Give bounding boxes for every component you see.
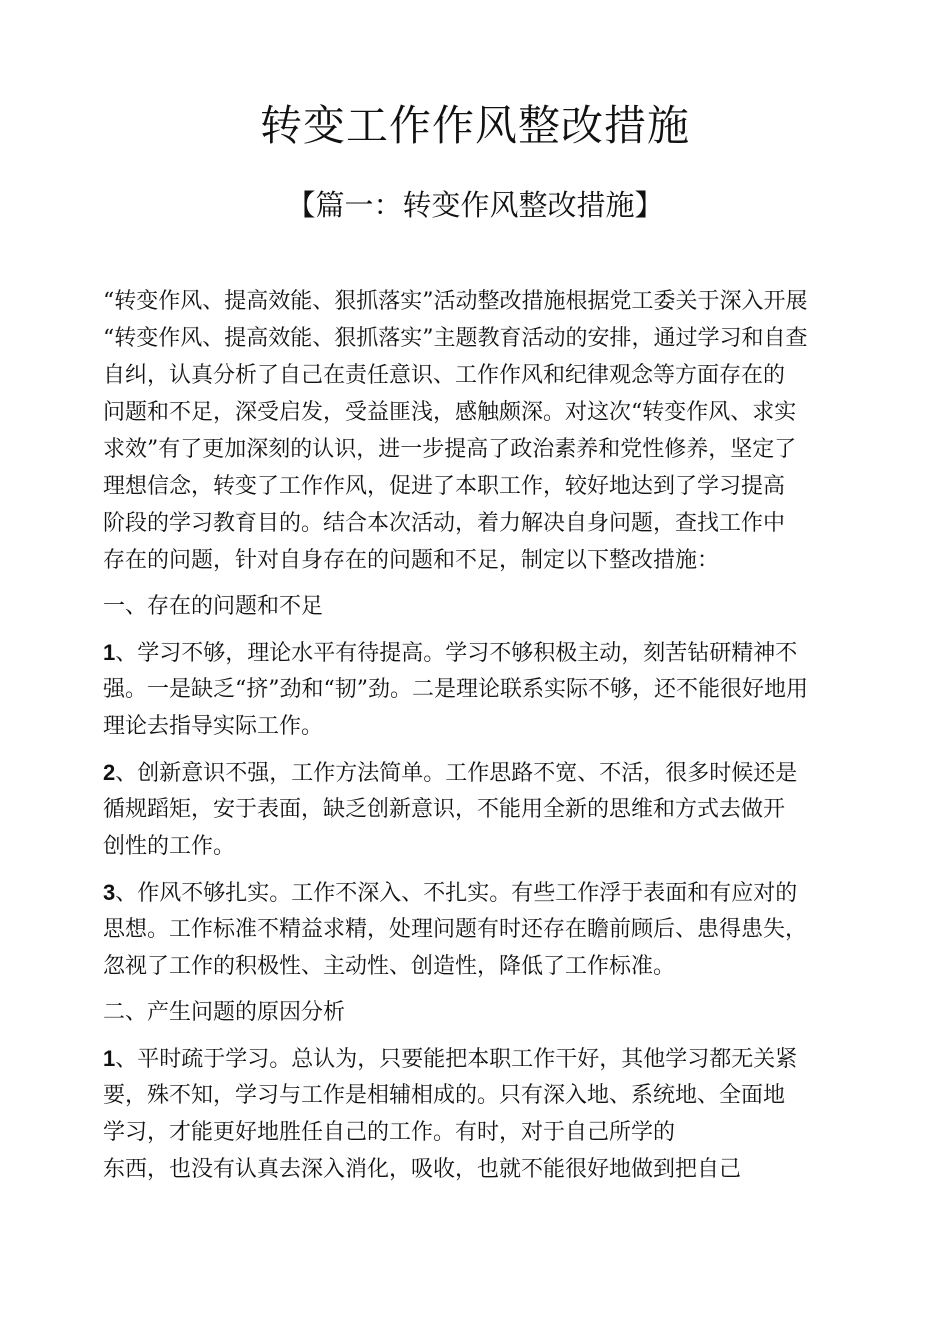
- item-line: 创性的工作。: [103, 834, 236, 859]
- item-text: 、学习不够，理论水平有待提高。学习不够积极主动，刻苦钻研精神不: [115, 641, 798, 666]
- intro-paragraph: [103, 283, 845, 579]
- item-text: 、创新意识不强，工作方法简单。工作思路不宽、不活，很多时候还是: [115, 761, 798, 786]
- document-body: [103, 283, 845, 1188]
- problem-item-2: [103, 754, 845, 865]
- intro-line: 阶段的学习教育目的。结合本次活动，着力解决自身问题，查找工作中: [103, 511, 786, 536]
- intro-line: 存在的问题，针对自身存在的问题和不足，制定以下整改措施：: [103, 548, 720, 573]
- item-line: 要，殊不知，学习与工作是相辅相成的。只有深入地、系统地、全面地: [103, 1083, 786, 1108]
- item-line: 循规蹈矩，安于表面，缺乏创新意识，不能用全新的思维和方式去做开: [103, 797, 786, 822]
- section-heading-causes: 二、产生问题的原因分析: [103, 1000, 346, 1025]
- intro-line: “转变作风、提高效能、狠抓落实”活动整改措施根据党工委关于深入开展: [103, 289, 808, 314]
- intro-line: 理想信念，转变了工作作风，促进了本职工作，较好地达到了学习提高: [103, 474, 786, 499]
- item-text: 、平时疏于学习。总认为，只要能把本职工作干好，其他学习都无关紧: [115, 1047, 798, 1072]
- intro-line: 问题和不足，深受启发，受益匪浅，感触颇深。对这次“转变作风、求实: [103, 400, 797, 425]
- document-subtitle: 【篇一：转变作风整改措施】: [286, 188, 664, 222]
- item-number: 2: [103, 760, 116, 785]
- intro-line: 求效”有了更加深刻的认识，进一步提高了政治素养和党性修养，坚定了: [103, 437, 797, 462]
- item-number: 1: [103, 640, 116, 665]
- problem-item-1: [103, 634, 845, 745]
- problem-item-3: [103, 874, 845, 985]
- item-line: 强。一是缺乏“挤”劲和“韧”劲。二是理论联系实际不够，还不能很好地用: [103, 677, 808, 702]
- item-line: 东西，也没有认真去深入消化，吸收，也就不能很好地做到把自己: [103, 1157, 742, 1182]
- section-heading-problems: 一、存在的问题和不足: [103, 594, 324, 619]
- item-line: 思想。工作标准不精益求精，处理问题有时还存在瞻前顾后、患得患失，: [103, 917, 808, 942]
- item-number: 1: [103, 1046, 116, 1071]
- item-line: 忽视了工作的积极性、主动性、创造性，降低了工作标准。: [103, 954, 676, 979]
- item-number: 3: [103, 880, 116, 905]
- item-line: 学习，才能更好地胜任自己的工作。有时，对于自己所学的: [103, 1120, 676, 1145]
- document-title: 转变工作作风整改措施: [259, 101, 690, 150]
- intro-line: “转变作风、提高效能、狠抓落实”主题教育活动的安排，通过学习和自查: [103, 326, 808, 351]
- item-text: 、作风不够扎实。工作不深入、不扎实。有些工作浮于表面和有应对的: [115, 881, 798, 906]
- intro-line: 自纠，认真分析了自己在责任意识、工作作风和纪律观念等方面存在的: [103, 363, 786, 388]
- cause-item-1: [103, 1040, 845, 1188]
- item-line: 理论去指导实际工作。: [103, 714, 324, 739]
